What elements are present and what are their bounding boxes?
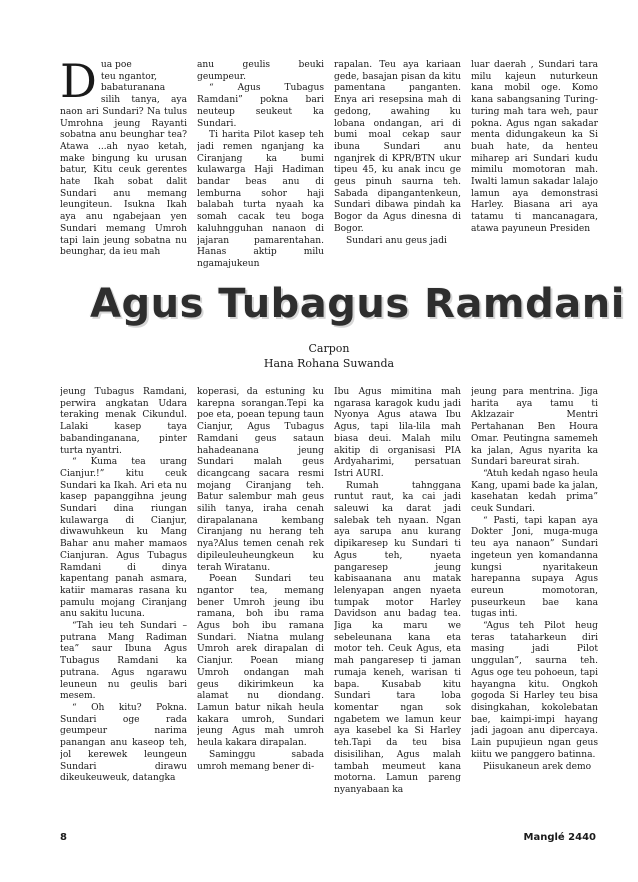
paragraph: “Atuh kedah ngaso heula Kang, upami bade ka jalan, kasehatan kedah prima” ceuk Sundari. xyxy=(471,468,598,515)
magazine-issue: Manglé 2440 xyxy=(523,832,596,843)
lead-line-2: teu ngantor, xyxy=(100,71,157,82)
paragraph: “ Pasti, tapi kapan aya Dokter Joni, muga-muga teu aya nanaon” Sundari ingeteun yen komandanna kungsi nyaritakeun harepanna supaya Agus eureun momotoran, puseurkeun bae kana tugas inti. xyxy=(471,515,598,620)
paragraph: jeung para mentrina. Jiga harita aya tamu ti Aklzazair Mentri Pertahanan Ben Houra Omar. Peutingna samemeh ka jalan, Agus nyarita ka Sundari bareurat sirah. xyxy=(471,387,598,468)
genre-label: Carpon xyxy=(308,342,350,355)
paragraph: Ibu Agus mimitina mah ngarasa karagok kudu jadi Nyonya Agus atawa Ibu Agus, tapi lila-lila mah biasa deui. Malah milu akitip di organisasi PIA Ardyaharimi, persatuan Istri AURI. xyxy=(334,387,461,479)
paragraph: anu geulis beuki geumpeur. xyxy=(197,60,324,82)
drop-cap: D xyxy=(60,60,97,108)
bottom-column-1 xyxy=(60,387,187,827)
lead-line-1: ua poe xyxy=(100,60,132,70)
paragraph: Saminggu sabada umroh memang bener di- xyxy=(197,749,324,772)
paragraph: “ Oh kitu? Pokna. Sundari oge rada geumpeur narima panangan anu kaseop teh, jol kerewek leungeun Sundari dirawu dikeukeuweuk, datangka xyxy=(60,702,187,784)
opening-paragraph xyxy=(60,60,187,259)
bottom-column-3 xyxy=(334,387,461,827)
bottom-column-4 xyxy=(471,387,598,827)
paragraph: koperasi, da estuning ku karepna sorangan.Tepi ka poe eta, poean tepung taun Cianjur, Agus Tubagus Ramdani geus sataun hahadeanana jeung Sundari malah geus dicangcang sacara resmi mojang Ciranjang teh. Batur salembur mah geus silih tanya, iraha cenah dirapalanana kembang Ciranjang nu herang teh nya?Alus temen cenah rek dipileuleuheungkeun ku terah Wiratanu. xyxy=(197,387,324,573)
top-column-3 xyxy=(334,60,461,270)
paragraph: luar daerah , Sundari tara milu kajeun nuturkeun kana mobil oge. Komo kana sabangsaning Turing-turing mah tara weh, paur pokna. Agus ngan sakadar menta didungakeun ka Si buah hate, da henteu miharep ari Sundari kudu mimilu momotoran mah. Iwalti lamun sakadar lalajo lamun aya demonstrasi Harley. Biasana ari aya tatamu ti mancanagara, atawa payuneun Presiden xyxy=(471,60,598,234)
paragraph: rapalan. Teu aya kariaan gede, basajan pisan da kitu pamentana panganten. Enya ari resepsina mah di gedong, awahing ku lobana ondangan, ari di bumi moal cekap saur ibuna Sundari anu nganjrek di KPR/BTN ukur tipeu 45, ku anak incu ge geus pinuh saurna teh. Sabada dipangantenkeun, Sundari dibawa pindah ka Bogor da Agus dinesna di Bogor. xyxy=(334,60,461,234)
paragraph: “ Agus Tubagus Ramdani” pokna bari neuteup seukeut ka Sundari. xyxy=(197,83,324,129)
paragraph: Poean Sundari teu ngantor tea, memang bener Umroh jeung ibu ramana, boh ibu rama Agus boh ibu ramana Sundari. Niatna mulang Umroh arek dirapalan di Cianjur. Poean miang Umroh ondangan mah geus dikirimkeun ka alamat nu diondang. Lamun batur nikah heula kakara umroh, Sundari jeung Agus mah umroh heula kakara dirapalan. xyxy=(197,574,324,749)
paragraph: Ti harita Pilot kasep teh jadi remen nganjang ka Ciranjang ka bumi kulawarga Haji Hadiman bandar beas anu di lemburna sohor haji balabah turta nyaah ka somah cacak teu boga kaluhngguhan nanaon di jajaran pamarentahan. Hanas aktip milu ngamajukeun xyxy=(197,130,324,269)
paragraph: “ Kuma tea urang Cianjur.!” kitu ceuk Sundari ka Ikah. Ari eta nu kasep papanggihna jeung Sundari dina riungan kulawarga di Cianjur, diwawuhkeun ku Mang Bahar anu maher mamaos Cianjuran. Agus Tubagus Ramdani di dinya kapentang panah asmara, katiir mamaras rasana ku pamulu mojang Ciranjang anu sakitu lucuna. xyxy=(60,457,187,620)
author-byline: Hana Rohana Suwanda xyxy=(263,357,395,370)
paragraph-text: tanya, aya naon ari Sundari? Na tulus Umrohna jeung Rayanti sobatna anu beunghar tea? Atawa ...ah nyao ketah, make bingung ku urusan batur, Kitu ceuk gerentes hate Ikah sobat dalit Sundari anu memang leungiteun. Isukna Ikah aya anu ngabejaan yen Sundari memang Umroh tapi lain jeung sobatna nu beunghar, da ieu mah xyxy=(60,95,187,258)
top-text-block xyxy=(60,60,598,270)
paragraph: “Agus teh Pilot heug teras tataharkeun diri masing jadi Pilot unggulan”, saurna teh. Agus oge teu pohoeun, tapi hayangna kitu. Ongkoh gogoda Si Harley teu bisa disingkahan, kokolebatan bae, kaimpi-impi hayang jadi jagoan anu dipercaya. Lain pupujieun ngan geus kiitu we panggero batinna. xyxy=(471,621,598,760)
top-column-2 xyxy=(197,60,324,270)
paragraph: Sundari anu geus jadi xyxy=(346,235,447,246)
paragraph: Rumah tahnggana runtut raut, ka cai jadi saleuwi ka darat jadi salebak teh nyaan. Ngan aya sarupa anu kurang dipikaresep ku Sundari ti Agus teh, nyaeta pangaresep jeung kabisaanana anu matak lelenyapan angen nyaeta tumpak motor Harley Davidson anu badag tea. Jiga ka maru we sebeleunana kana eta motor teh. Ceuk Agus, eta mah pangaresep ti jaman rumaja keneh, warisan ti bapa. Kusabab kitu Sundari tara loba komentar ngan sok ngabetem we lamun keur aya kasebel ka Si Harley teh.Tapi da teu bisa disisilihan, Agus malah tambah meumeut kana motorna. Lamun pareng nyanyabaan ka xyxy=(334,480,461,795)
bottom-text-block xyxy=(60,387,598,827)
paragraph: “Tah ieu teh Sundari – putrana Mang Radiman tea” saur Ibuna Agus Tubagus Ramdani ka putrana. Agus ngarawu leuneun nu geulis bari mesem. xyxy=(60,621,187,702)
paragraph: Piisukaneun arek demo xyxy=(483,761,592,772)
lead-line-3: babaturanana silih xyxy=(100,83,166,106)
paragraph: jeung Tubagus Ramdani, perwira angkatan Udara teraking menak Cikundul. Lalaki kasep taya babandinganana, pinter turta nyantri. xyxy=(60,387,187,456)
story-headline: Agus Tubagus Ramdani xyxy=(90,281,625,327)
page-number: 8 xyxy=(60,832,67,843)
top-column-4 xyxy=(471,60,598,270)
headline-band xyxy=(60,277,625,335)
top-column-1 xyxy=(60,60,187,270)
bottom-column-2 xyxy=(197,387,324,827)
